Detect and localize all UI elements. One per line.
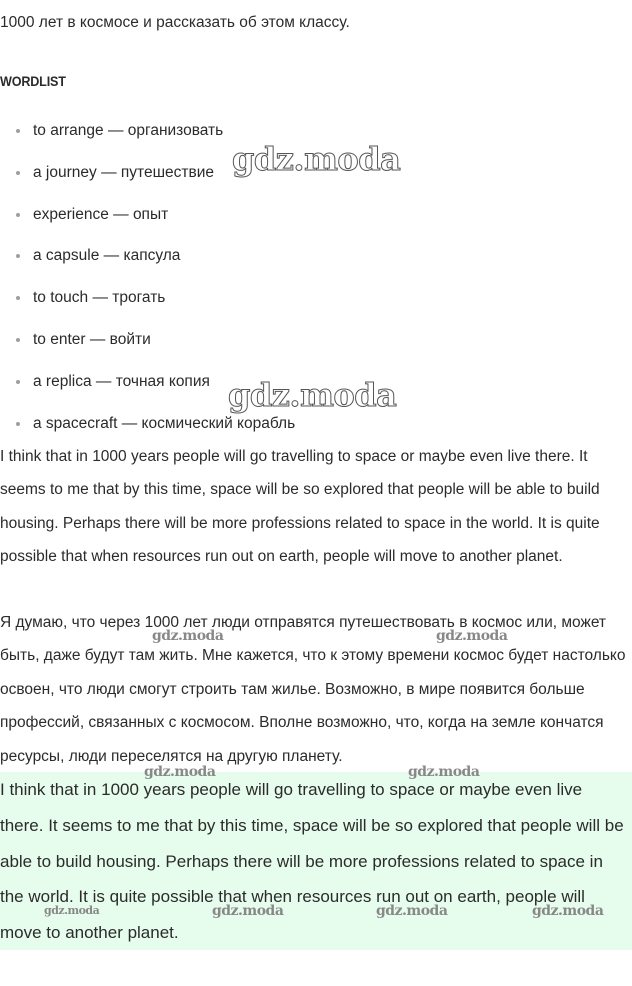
wordlist-item [0,361,600,403]
watermark-logo: gdz.moda [232,140,401,178]
bullet-icon [16,171,20,175]
bullet-icon [16,422,20,426]
wordlist-item [0,110,600,152]
wordlist-heading: WORDLIST [0,73,66,89]
watermark-logo: gdz.moda [44,904,100,917]
bullet-icon [16,380,20,384]
watermark-logo: gdz.moda [212,903,284,919]
watermark-logo: gdz.moda [228,376,397,414]
wordlist-item-text: to arrange — организовать [33,122,224,139]
wordlist-item [0,319,600,361]
bullet-icon [16,296,20,300]
bullet-icon [16,338,20,342]
wordlist-item-text: a spacecraft — космический корабль [33,414,296,432]
watermark-logo: gdz.moda [376,903,448,919]
watermark-logo: gdz.moda [436,628,508,644]
wordlist-item-text: a replica — точная копия [33,372,210,390]
watermark-logo: gdz.moda [152,628,224,644]
paragraph-english: I think that in 1000 years people will go travelling to space or maybe even live there. It seems to me that by this time, space will be so explored that people will be able to build housing. Perhaps there will be more professions related to space in the world. It is quite possible that when resources run out on earth, people will move to another planet. [0,448,600,566]
wordlist-item [0,194,600,236]
wordlist-item [0,277,600,319]
watermark-logo: gdz.moda [144,764,216,780]
bullet-icon [16,213,20,217]
watermark-logo: gdz.moda [408,764,480,780]
paragraph-russian: Я думаю, что через 1000 лет люди отправятся путешествовать в космос или, может быть, даже будут там жить. Мне кажется, что к этому времени космос будет настолько освоен, что люди смогут строить там жилье. Возможно, в мире появится больше профессий, связанных с космосом. Вполне возможно, что, когда на земле кончатся ресурсы, люди переселятся на другую планету. [0,614,626,765]
watermark-logo: gdz.moda [532,903,604,919]
answer-text: I think that in 1000 years people will go travelling to space or maybe even live there. It seems to me that by this time, space will be so explored that people will be able to build housing. Perhaps there will be more professions related to space in the world. It is quite possible that when resources run out on earth, people will move to another planet. [0,780,624,943]
wordlist-item [0,403,600,445]
wordlist-item [0,235,600,277]
wordlist-item-text: experience — опыт [33,205,169,223]
wordlist-item [0,152,600,194]
intro-text: 1000 лет в космосе и рассказать об этом классу. [0,14,350,31]
bullet-icon [16,129,20,133]
bullet-icon [16,254,20,258]
wordlist-item-text: a journey — путешествие [33,163,214,181]
wordlist-item-text: to enter — войти [33,330,151,348]
wordlist-item-text: a capsule — капсула [33,247,181,265]
wordlist [0,110,600,444]
wordlist-item-text: to touch — трогать [33,289,166,307]
